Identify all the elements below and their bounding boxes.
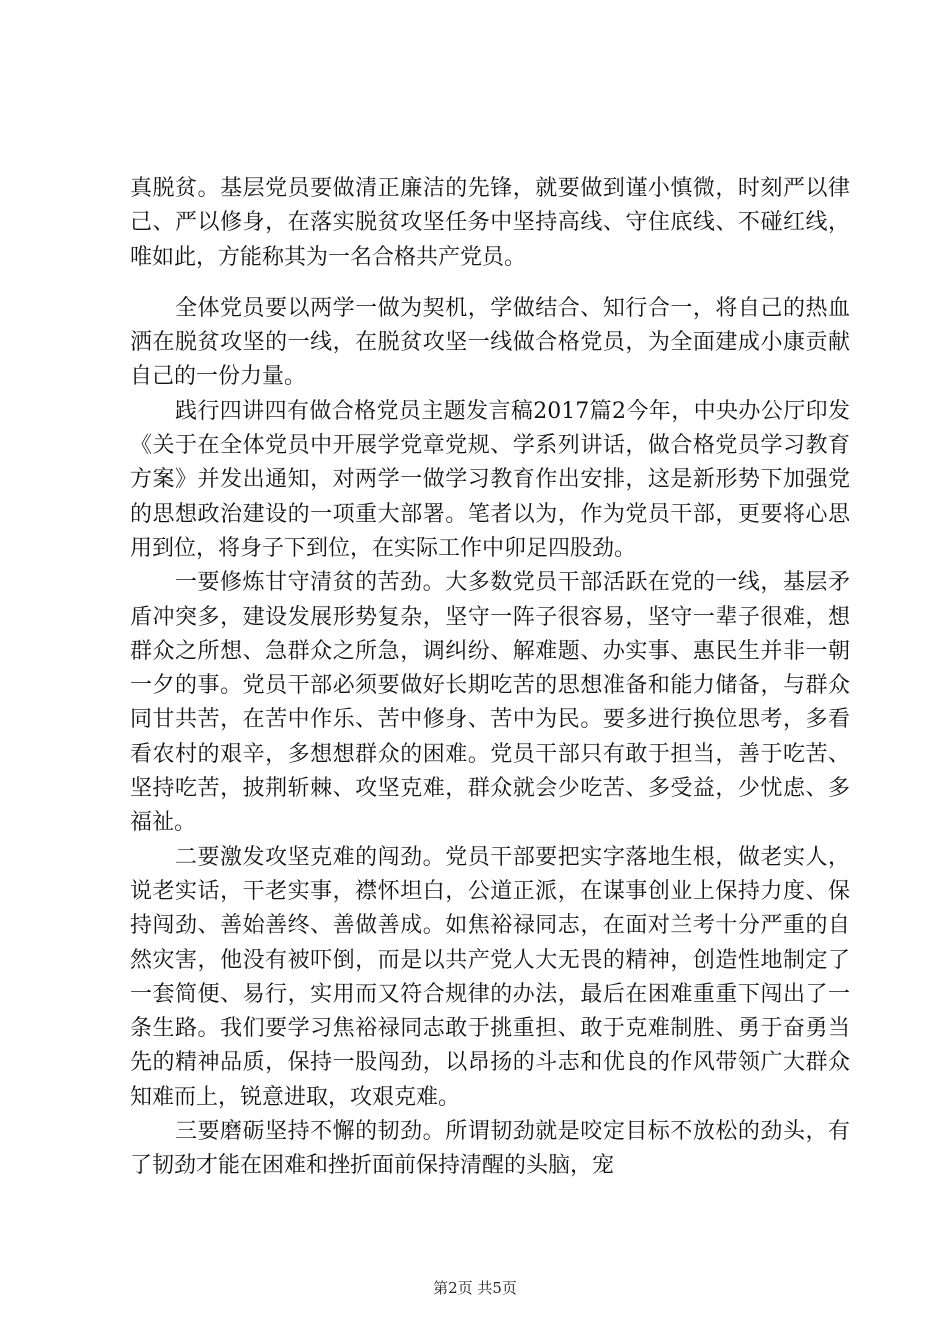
document-body <box>130 172 850 1184</box>
paragraph: 践行四讲四有做合格党员主题发言稿2017篇2今年，中央办公厅印发《关于在全体党员中开展学党章党规、学系列讲话，做合格党员学习教育方案》并发出通知，对两学一做学习教育作出安排，这是新形势下加强党的思想政治建设的一项重大部署。笔者以为，作为党员干部，更要将心思用到位，将身子下到位，在实际工作中卯足四股劲。 <box>130 398 850 561</box>
page-number-footer: 第2页 共5页 <box>433 1279 517 1297</box>
paragraph: 一要修炼甘守清贫的苦劲。大多数党员干部活跃在党的一线，基层矛盾冲突多，建设发展形势复杂，坚守一阵子很容易，坚守一辈子很难，想群众之所想、急群众之所急，调纠纷、解难题、办实事、惠民生并非一朝一夕的事。党员干部必须要做好长期吃苦的思想准备和能力储备，与群众同甘共苦，在苦中作乐、苦中修身、苦中为民。要多进行换位思考，多看看农村的艰辛，多想想群众的困难。党员干部只有敢于担当，善于吃苦、坚持吃苦，披荆斩棘、攻坚克难，群众就会少吃苦、多受益，少忧虑、多福祉。 <box>130 570 850 836</box>
paragraph-continuation: 真脱贫。基层党员要做清正廉洁的先锋，就要做到谨小慎微，时刻严以律己、严以修身，在落实脱贫攻坚任务中坚持高线、守住底线、不碰红线，唯如此，方能称其为一名合格共产党员。 <box>130 176 850 270</box>
paragraph: 三要磨砺坚持不懈的韧劲。所谓韧劲就是咬定目标不放松的劲头，有了韧劲才能在困难和挫折面前保持清醒的头脑，宠 <box>130 1119 850 1179</box>
paragraph: 全体党员要以两学一做为契机，学做结合、知行合一，将自己的热血洒在脱贫攻坚的一线，在脱贫攻坚一线做合格党员，为全面建成小康贡献自己的一份力量。 <box>130 295 850 390</box>
paragraph: 二要激发攻坚克难的闯劲。党员干部要把实字落地生根，做老实人，说老实话，干老实事，襟怀坦白，公道正派，在谋事创业上保持力度、保持闯劲、善始善终、善做善成。如焦裕禄同志，在面对兰考十分严重的自然灾害，他没有被吓倒，而是以共产党人大无畏的精神，创造性地制定了一套简便、易行，实用而又符合规律的办法，最后在困难重重下闯出了一条生路。我们要学习焦裕禄同志敢于挑重担、敢于克难制胜、勇于奋勇当先的精神品质，保持一股闯劲，以昂扬的斗志和优良的作风带领广大群众知难而上，锐意进取，攻艰克难。 <box>130 844 850 1110</box>
